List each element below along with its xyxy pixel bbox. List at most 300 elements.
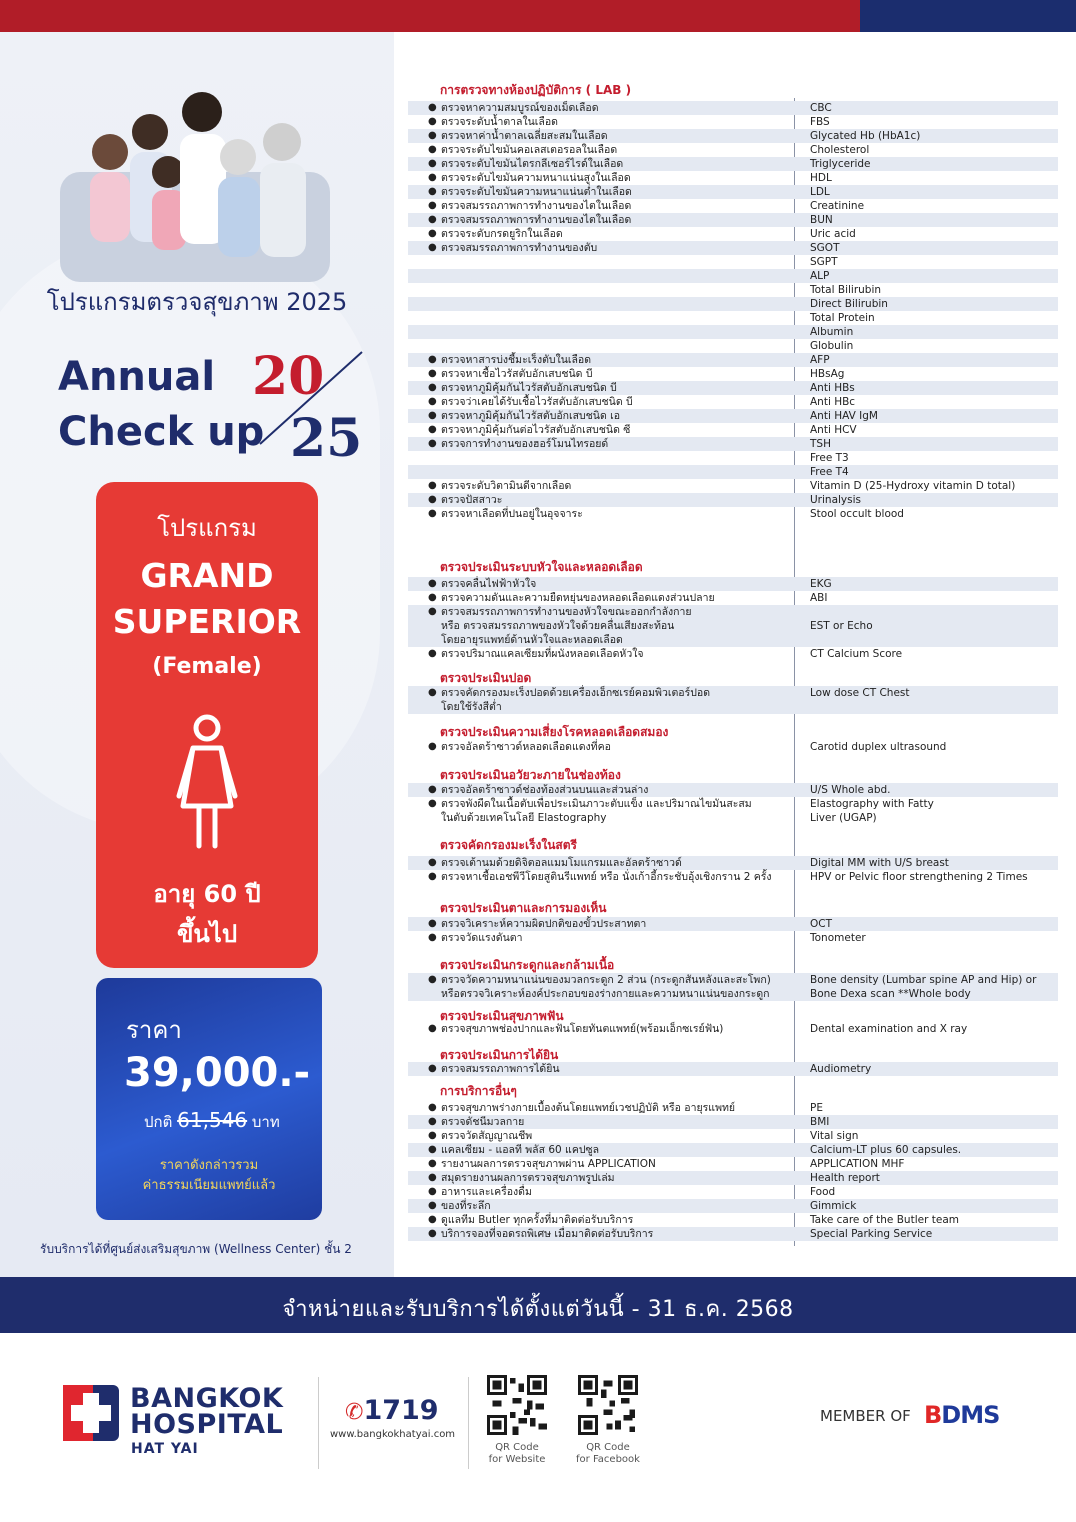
item-thai [441,115,801,129]
item-thai [441,213,801,227]
item-english [810,297,888,311]
item-thai-line: หรือตรวจวิเคราะห์องค์ประกอบของร่างกายและความหนาแน่นของกระดูก [441,988,770,1000]
item-english [810,213,833,227]
item-english-line: Triglyceride [810,158,871,170]
item-english-line: Uric acid [810,228,856,240]
list-item [408,931,1058,945]
list-item [408,395,1058,409]
item-thai [441,605,801,647]
item-english [810,493,861,507]
list-item [408,423,1058,437]
item-thai-line: ตรวจสมรรถภาพการได้ยิน [441,1063,560,1075]
bullet-icon: ● [428,172,437,183]
bullet-icon: ● [428,1144,437,1155]
item-thai [441,101,801,115]
item-english-line: Free T3 [810,452,849,464]
item-english [810,856,949,870]
logo-text-line2: HOSPITAL [130,1409,284,1440]
list-item [408,1129,1058,1143]
item-thai [441,647,801,661]
item-thai [441,157,801,171]
qr-caption-line: QR Code [586,1442,630,1453]
item-thai-line: ตรวจความดันและความยืดหยุ่นของหลอดเลือดแดงส่วนปลาย [441,592,715,604]
left-panel [0,32,394,1277]
item-english [810,353,830,367]
item-thai-line: อาหารและเครื่องดื่ม [441,1186,532,1198]
item-english [810,1143,961,1157]
bullet-icon: ● [428,648,437,659]
item-thai [441,1185,801,1199]
item-english-line: Glycated Hb (HbA1c) [810,130,921,142]
bullet-icon: ● [428,158,437,169]
bullet-icon: ● [428,784,437,795]
item-english [810,367,844,381]
item-english [810,143,869,157]
section-stroke-title: ตรวจประเมินความเสี่ยงโรคหลอดเลือดสมอง [440,725,669,739]
price-value: 39,000.- [124,1050,311,1096]
item-thai-line: โดยใช้รังสีต่ำ [441,701,502,713]
list-item [408,507,1058,521]
normal-price-value: 61,546 [177,1108,248,1132]
bullet-icon: ● [428,102,437,113]
list-item [408,1199,1058,1213]
section-bone-title: ตรวจประเมินกระดูกและกล้ามเนื้อ [440,958,615,972]
list-item [408,1101,1058,1115]
list-item [408,1171,1058,1185]
bullet-icon: ● [428,932,437,943]
item-thai-line: ตรวจวัดแรงดันตา [441,932,523,944]
item-english [810,395,855,409]
item-english [810,1101,823,1115]
item-english [810,647,902,661]
item-english-line: Vital sign [810,1130,859,1142]
list-item [408,465,1058,479]
program-name-line2: SUPERIOR [112,602,302,641]
website-link[interactable]: www.bangkokhatyai.com [330,1429,456,1440]
item-thai-line: ตรวจสมรรถภาพการทำงานของหัวใจขณะออกกำลังกาย [441,606,692,618]
list-item [408,1213,1058,1227]
list-item [408,856,1058,870]
item-english [810,465,849,479]
item-english [810,1213,959,1227]
item-english [810,870,1028,884]
item-english [810,1171,880,1185]
item-thai [441,1157,801,1171]
bullet-icon: ● [428,1063,437,1074]
item-english-line: Bone density (Lumbar spine AP and Hip) or [810,974,1037,986]
item-thai-line: ตรวจอัลตร้าซาวด์หลอดเลือดแดงที่คอ [441,741,611,753]
year-bottom: 25 [290,408,363,469]
availability-banner [0,1277,1076,1333]
list-item [408,917,1058,931]
item-thai-line: ตรวจวัดความหนาแน่นของมวลกระดูก 2 ส่วน (กระดูกสันหลังและสะโพก) [441,974,771,986]
bullet-icon: ● [428,130,437,141]
list-item [408,605,1058,647]
age-line2: ขึ้นไป [176,920,238,948]
price-note-line2: ค่าธรรมเนียมแพทย์แล้ว [142,1178,276,1193]
bullet-icon: ● [428,494,437,505]
list-item [408,353,1058,367]
service-location: รับบริการได้ที่ศูนย์ส่งเสริมสุขภาพ (Wellness Center) ชั้น 2 [40,1242,352,1256]
bullet-icon: ● [428,396,437,407]
item-thai-line: ตรวจคัดกรองมะเร็งปอดด้วยเครื่องเอ็กซเรย์คอมพิวเตอร์ปอด [441,687,711,699]
item-english-line: U/S Whole abd. [810,784,891,796]
item-english [810,339,853,353]
item-english-line: EKG [810,578,832,590]
normal-price-prefix: ปกติ [144,1113,173,1131]
item-english [810,1115,829,1129]
item-english-line: Audiometry [810,1063,872,1075]
item-thai [441,353,801,367]
item-thai-line: ในตับด้วยเทคโนโลยี Elastography [441,812,607,824]
item-english [810,115,830,129]
program-name-line1: GRAND [140,556,274,595]
phone-icon: ✆ [345,1400,364,1425]
bullet-icon: ● [428,382,437,393]
item-thai-line: ตรวจสุขภาพร่างกายเบื้องต้นโดยแพทย์เวชปฏิบัติ หรือ อายุรแพทย์ [441,1102,736,1114]
item-thai [441,367,801,381]
item-thai [441,1171,801,1185]
bullet-icon: ● [428,1130,437,1141]
list-item [408,255,1058,269]
item-thai [441,409,801,423]
normal-price [144,1108,280,1134]
normal-price-unit: บาท [251,1113,280,1131]
item-thai-line: ตรวจวัดสัญญาณชีพ [441,1130,533,1142]
list-item [408,973,1058,1001]
item-thai [441,185,801,199]
item-english [810,797,934,825]
item-english [810,1129,858,1143]
item-thai-line: ตรวจหาภูมิคุ้มกันต่อไวรัสตับอักเสบชนิด ซี [441,424,631,436]
item-thai [441,783,801,797]
section-women-title: ตรวจคัดกรองมะเร็งในสตรี [440,838,577,852]
bullet-icon: ● [428,242,437,253]
section-dental-title: ตรวจประเมินสุขภาพฟัน [440,1009,564,1023]
annual-line: Annual [58,354,216,400]
item-thai [441,797,801,825]
list-item [408,241,1058,255]
list-item [408,870,1058,884]
item-english-line: Anti HAV IgM [810,410,878,422]
phone-number[interactable] [345,1395,439,1426]
section-heart-title: ตรวจประเมินระบบหัวใจและหลอดเลือด [440,560,643,574]
item-english-line: Health report [810,1172,880,1184]
item-thai [441,437,801,451]
item-thai [441,1199,801,1213]
item-thai [441,686,801,714]
bdms-logo-rest: DMS [941,1401,1000,1429]
list-item [408,1185,1058,1199]
bdms-logo [924,1401,999,1429]
item-english [810,171,832,185]
item-english-line: Free T4 [810,466,849,478]
bullet-icon: ● [428,368,437,379]
bullet-icon: ● [428,200,437,211]
item-english [810,591,827,605]
item-thai [441,1062,801,1076]
price-card [96,978,322,1220]
item-thai [441,381,801,395]
bullet-icon: ● [428,1186,437,1197]
item-thai-line: ตรวจดัชนีมวลกาย [441,1116,525,1128]
item-english-line: LDL [810,186,830,198]
item-english [810,577,832,591]
item-thai [441,143,801,157]
item-thai-line: ตรวจปริมาณแคลเซียมที่ผนังหลอดเลือดหัวใจ [441,648,644,660]
item-english-line [810,605,873,619]
list-item [408,311,1058,325]
year-mark [250,340,370,470]
list-item [408,437,1058,451]
item-english [810,1199,856,1213]
item-english-line: Albumin [810,326,854,338]
list-item [408,367,1058,381]
item-english [810,437,831,451]
item-english-line: Bone Dexa scan **Whole body [810,988,971,1000]
bullet-icon: ● [428,1102,437,1113]
item-english-line: ABI [810,592,828,604]
item-thai-line: ตรวจสุขภาพช่องปากและฟันโดยทันตแพทย์(พร้อมเอ็กซเรย์ฟัน) [441,1023,724,1035]
program-label: โปรแกรม [157,514,257,542]
item-english-line: Anti HCV [810,424,857,436]
item-thai-line: ตรวจหาภูมิคุ้มกันไวรัสตับอักเสบชนิด บี [441,382,617,394]
item-english-line: Special Parking Service [810,1228,933,1240]
checkup-line: Check up [58,409,265,455]
item-thai [441,395,801,409]
item-thai-line: ตรวจระดับไขมันความหนาแน่นสูงในเลือด [441,172,631,184]
bullet-icon: ● [428,410,437,421]
item-english-line: CBC [810,102,832,114]
footer-divider [468,1377,469,1469]
item-english-line: Total Bilirubin [810,284,882,296]
list-item [408,143,1058,157]
item-english-line: Food [810,1186,836,1198]
list-item [408,451,1058,465]
bullet-icon: ● [428,741,437,752]
item-english-line: APPLICATION MHF [810,1158,905,1170]
bullet-icon: ● [428,424,437,435]
item-english-line [810,700,910,714]
bullet-icon: ● [428,228,437,239]
list-item [408,577,1058,591]
bullet-icon: ● [428,186,437,197]
item-english [810,451,849,465]
item-thai [441,171,801,185]
item-thai-line: ตรวจระดับกรดยูริกในเลือด [441,228,563,240]
list-item [408,115,1058,129]
list-item [408,129,1058,143]
item-english-line: FBS [810,116,830,128]
item-english [810,783,891,797]
family-photo [60,62,330,282]
item-english-line: Digital MM with U/S breast [810,857,949,869]
item-thai-line: ตรวจปัสสาวะ [441,494,503,506]
item-thai [441,479,801,493]
hospital-logo-icon [63,1385,119,1441]
item-thai [441,1129,801,1143]
logo-text-line3: HAT YAI [131,1441,199,1457]
top-bar-blue [860,0,1076,32]
item-thai-line: ตรวจหาความสมบูรณ์ของเม็ดเลือด [441,102,599,114]
section-abdomen-title: ตรวจประเมินอวัยวะภายในช่องท้อง [440,768,621,782]
bullet-icon: ● [428,857,437,868]
list-item [408,157,1058,171]
item-thai [441,931,801,945]
item-english [810,973,1036,1001]
item-thai-line: ตรวจระดับไขมันคอเลสเตอรอลในเลือด [441,144,618,156]
item-thai [441,129,801,143]
item-english-line: OCT [810,918,833,930]
item-thai [441,591,801,605]
bullet-icon: ● [428,974,437,985]
item-english-line: PE [810,1102,823,1114]
item-thai [441,1115,801,1129]
item-thai-line: ตรวจระดับไขมันความหนาแน่นต่ำในเลือด [441,186,632,198]
list-item [408,283,1058,297]
item-english [810,1185,835,1199]
item-english-line: Cholesterol [810,144,870,156]
program-gender: (Female) [152,654,262,679]
item-thai-line: ตรวจระดับไขมันไตรกลีเซอร์ไรด์ในเลือด [441,158,624,170]
item-english-line: BUN [810,214,833,226]
item-english-line: AFP [810,354,830,366]
list-item [408,227,1058,241]
item-english-line [810,633,873,647]
item-thai [441,1101,801,1115]
item-english-line: Dental examination and X ray [810,1023,968,1035]
item-english-line: Creatinine [810,200,865,212]
item-english [810,269,829,283]
item-english-line: Take care of the Butler team [810,1214,959,1226]
qr-code-website[interactable] [487,1375,547,1435]
list-item [408,797,1058,825]
list-item [408,1115,1058,1129]
list-item [408,171,1058,185]
qr-code-facebook[interactable] [578,1375,638,1435]
bullet-icon: ● [428,1172,437,1183]
item-english [810,255,838,269]
item-thai [441,917,801,931]
item-english [810,185,830,199]
item-english-line: HDL [810,172,832,184]
item-thai-line: ตรวจสมรรถภาพการทำงานของตับ [441,242,598,254]
list-item [408,686,1058,714]
item-thai [441,227,801,241]
qr-caption-website [477,1442,557,1466]
item-thai-line: แคลเซียม - แอลที พลัส 60 แคปซูล [441,1144,600,1156]
item-english-line: Total Protein [810,312,875,324]
section-hearing-title: ตรวจประเมินการได้ยิน [440,1048,559,1062]
item-english-line: Low dose CT Chest [810,687,910,699]
item-english [810,157,871,171]
bullet-icon: ● [428,438,437,449]
item-thai-line: โดยอายุรแพทย์ด้านหัวใจและหลอดเลือด [441,634,623,646]
item-thai-line: ตรวจหาเชื้อไวรัสตับอักเสบชนิด บี [441,368,593,380]
list-item [408,297,1058,311]
item-thai [441,1143,801,1157]
qr-caption-line: QR Code [495,1442,539,1453]
item-english [810,101,832,115]
item-thai [441,241,801,255]
item-english-line: Vitamin D (25-Hydroxy vitamin D total) [810,480,1016,492]
item-english [810,129,920,143]
bullet-icon: ● [428,1214,437,1225]
item-english-line: SGPT [810,256,838,268]
top-bar-red [0,0,860,32]
item-thai-line: ตรวจว่าเคยได้รับเชื้อไวรัสตับอักเสบชนิด บี [441,396,633,408]
item-thai [441,199,801,213]
bullet-icon: ● [428,592,437,603]
item-thai-line: ตรวจการทำงานของฮอร์โมนไทรอยด์ [441,438,609,450]
item-thai [441,1213,801,1227]
item-english [810,931,866,945]
item-english [810,311,875,325]
item-thai [441,507,801,521]
bullet-icon: ● [428,1228,437,1239]
item-english [810,1062,871,1076]
list-item [408,1227,1058,1241]
item-thai [441,973,801,1001]
item-english [810,605,873,647]
bullet-icon: ● [428,508,437,519]
item-thai [441,856,801,870]
item-english [810,423,857,437]
item-thai [441,577,801,591]
phone-text: 1719 [363,1395,439,1426]
item-thai [441,1022,801,1036]
bullet-icon: ● [428,798,437,809]
item-english-line: Direct Bilirubin [810,298,888,310]
item-thai-line: สมุดรายงานผลการตรวจสุขภาพรูปเล่ม [441,1172,615,1184]
price-label: ราคา [126,1016,182,1044]
program-card [96,482,318,968]
list-item [408,381,1058,395]
item-english [810,409,878,423]
item-thai-line: หรือ ตรวจสมรรถภาพของหัวใจด้วยคลื่นเสียงสะท้อน [441,620,675,632]
item-thai [441,740,801,754]
section-lung-title: ตรวจประเมินปอด [440,671,532,685]
item-english [810,1022,967,1036]
list-item [408,101,1058,115]
item-english-line: Gimmick [810,1200,857,1212]
bullet-icon: ● [428,578,437,589]
item-english [810,241,839,255]
program-heading: โปรแกรมตรวจสุขภาพ 2025 [46,288,348,316]
bullet-icon: ● [428,354,437,365]
list-item [408,213,1058,227]
list-item [408,1157,1058,1171]
item-thai-line: ตรวจหาเลือดที่ปนอยู่ในอุจจาระ [441,508,583,520]
item-thai-line: ตรวจสมรรถภาพการทำงานของไตในเลือด [441,214,632,226]
item-thai-line: ตรวจระดับน้ำตาลในเลือด [441,116,558,128]
item-thai-line: ของที่ระลึก [441,1200,491,1212]
age-line1: อายุ 60 ปี [153,880,261,908]
item-english-line: ALP [810,270,830,282]
item-english-line: HBsAg [810,368,845,380]
list-item [408,325,1058,339]
section-eye-title: ตรวจประเมินตาและการมองเห็น [440,901,607,915]
list-item [408,199,1058,213]
bullet-icon: ● [428,687,437,698]
bullet-icon: ● [428,606,437,617]
bullet-icon: ● [428,144,437,155]
item-english [810,227,856,241]
item-english [810,686,910,714]
item-english-line: BMI [810,1116,830,1128]
item-thai [441,423,801,437]
section-other-title: การบริการอื่นๆ [440,1084,517,1098]
